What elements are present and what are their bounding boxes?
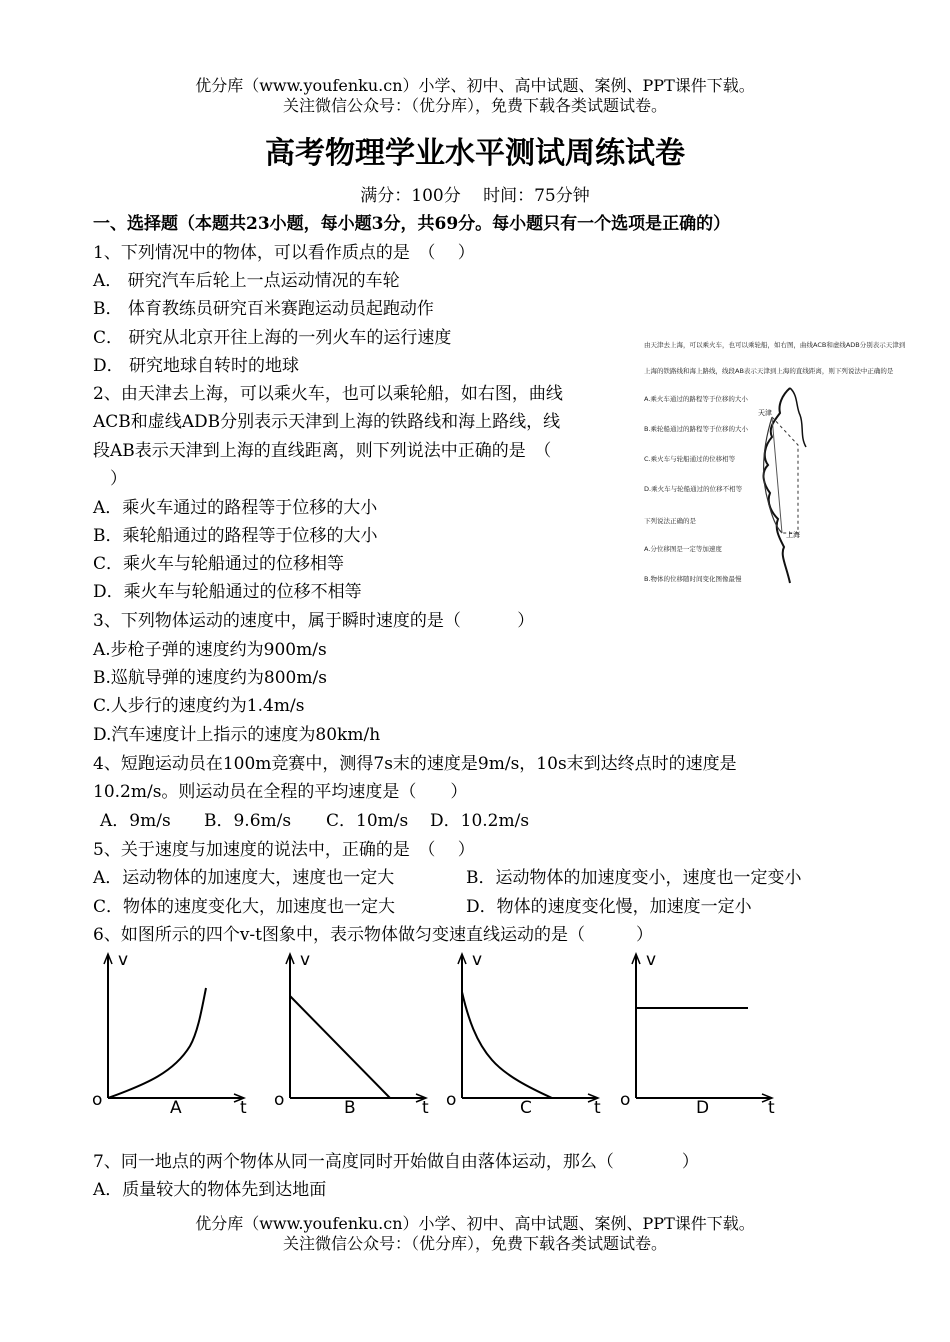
q1-option-d: D． 研究地球自转时的地球: [93, 356, 300, 376]
page-title: 高考物理学业水平测试周练试卷: [265, 136, 685, 171]
graph-d-t-label: t: [768, 1098, 775, 1118]
map-text-4: B.乘轮船通过的路程等于位移的大小: [644, 425, 749, 433]
footer-line-1: 优分库（www.youfenku.cn）小学、初中、高中试题、案例、PPT课件下载。: [195, 1214, 755, 1233]
q3-option-a: A.步枪子弹的速度约为900m/s: [93, 640, 327, 660]
graph-c-v-label: v: [472, 950, 483, 970]
q5-option-b: B．运动物体的加速度变小，速度也一定变小: [466, 868, 802, 888]
map-text-3: A.乘火车通过的路程等于位移的大小: [644, 395, 748, 403]
graph-c-curve: [462, 992, 552, 1098]
q5-stem: 5、关于速度与加速度的说法中，正确的是 （ ）: [93, 840, 475, 860]
q3-option-b: B.巡航导弹的速度约为800m/s: [93, 668, 327, 688]
vt-graph-c: [446, 948, 636, 1124]
q3-stem: 3、下列物体运动的速度中，属于瞬时速度的是（ ）: [93, 611, 535, 631]
header-line-2: 关注微信公众号：（优分库），免费下载各类试题试卷。: [282, 96, 667, 115]
graph-b-origin: o: [274, 1090, 285, 1110]
section-heading: 一、选择题（本题共23小题，每小题3分，共69分。每小题只有一个选项是正确的）: [93, 214, 731, 234]
graph-b-t-label: t: [422, 1098, 429, 1118]
exam-meta: 满分：100分 时间：75分钟: [360, 186, 590, 206]
graph-a-letter: A: [170, 1098, 182, 1118]
q2-stem-line-1: 2、由天津去上海，可以乘火车，也可以乘轮船，如右图，曲线: [93, 384, 563, 404]
graph-d-origin: o: [620, 1090, 631, 1110]
q2-stem-line-3: 段AB表示天津到上海的直线距离，则下列说法中正确的是 （: [93, 441, 552, 461]
q1-option-c: C． 研究从北京开往上海的一列火车的运行速度: [93, 328, 452, 348]
railway-acb: [764, 417, 782, 533]
q1-option-a: A． 研究汽车后轮上一点运动情况的车轮: [93, 271, 400, 291]
label-tianjin: 天津: [758, 409, 772, 417]
vt-graph-a: [92, 948, 285, 1124]
q7-option-a: A．质量较大的物体先到达地面: [93, 1180, 327, 1200]
vt-graph-b: [274, 948, 464, 1124]
q2-stem-line-4: ）: [93, 469, 127, 489]
q4-option-a: A．9m/s: [100, 811, 171, 831]
vt-graph-d: [620, 948, 810, 1124]
q4-option-c: C．10m/s: [326, 811, 409, 831]
map-text-2: 上海的铁路线和海上路线，线段AB表示天津到上海的直线距离，则下列说法中正确的是: [644, 367, 894, 375]
footer-line-2: 关注微信公众号：（优分库），免费下载各类试题试卷。: [282, 1234, 667, 1253]
segment-ab: [772, 417, 782, 533]
graph-c-origin: o: [446, 1090, 457, 1110]
q7-stem: 7、同一地点的两个物体从同一高度同时开始做自由落体运动，那么（ ）: [93, 1152, 699, 1172]
q3-option-c: C.人步行的速度约为1.4m/s: [93, 696, 305, 716]
graph-c-letter: C: [520, 1098, 532, 1118]
graph-a-origin: o: [92, 1090, 103, 1110]
q4-option-b: B．9.6m/s: [204, 811, 292, 831]
q2-map-figure: [640, 333, 906, 591]
q5-option-c: C．物体的速度变化大，加速度也一定大: [93, 897, 396, 917]
q6-stem: 6、如图所示的四个v-t图象中，表示物体做匀变速直线运动的是（ ）: [93, 925, 653, 945]
map-text-7: 下列说法正确的是: [644, 517, 696, 525]
header-line-1: 优分库（www.youfenku.cn）小学、初中、高中试题、案例、PPT课件下载。: [195, 76, 755, 95]
graph-b-line: [290, 996, 390, 1098]
q2-option-b: B．乘轮船通过的路程等于位移的大小: [93, 526, 378, 546]
q3-option-d: D.汽车速度计上指示的速度为80km/h: [93, 725, 381, 745]
graph-c-t-label: t: [594, 1098, 601, 1118]
q2-stem-line-2: ACB和虚线ADB分别表示天津到上海的铁路线和海上路线，线: [93, 412, 561, 432]
map-text-8: A.分位移图是一定等加速度: [644, 545, 722, 553]
q1-option-b: B． 体育教练员研究百米赛跑运动员起跑动作: [93, 299, 434, 319]
map-text-5: C.乘火车与轮船通过的位移相等: [644, 455, 736, 463]
graph-d-v-label: v: [646, 950, 657, 970]
q4-stem-line-2: 10.2m/s。则运动员在全程的平均速度是（ ）: [93, 782, 468, 802]
map-text-6: D.乘火车与轮船通过的位移不相等: [644, 485, 743, 493]
q4-stem-line-1: 4、短跑运动员在100m竞赛中，测得7s末的速度是9m/s，10s末到达终点时的速度是: [93, 754, 737, 774]
graph-a-t-label: t: [240, 1098, 247, 1118]
q2-option-d: D．乘火车与轮船通过的位移不相等: [93, 582, 362, 602]
q2-option-a: A．乘火车通过的路程等于位移的大小: [93, 498, 378, 518]
graph-b-letter: B: [344, 1098, 356, 1118]
graph-a-curve: [108, 988, 206, 1098]
q2-option-c: C．乘火车与轮船通过的位移相等: [93, 554, 345, 574]
q4-options: [100, 809, 529, 833]
q4-option-d: D．10.2m/s: [430, 811, 530, 831]
label-shanghai: 上海: [786, 531, 800, 539]
graph-a-v-label: v: [118, 950, 129, 970]
coastline: [764, 388, 790, 583]
q1-stem: 1、下列情况中的物体，可以看作质点的是 （ ）: [93, 243, 475, 263]
graph-d-letter: D: [696, 1098, 710, 1118]
graph-b-v-label: v: [300, 950, 311, 970]
q5-option-a: A．运动物体的加速度大，速度也一定大: [93, 868, 395, 888]
map-text-1: 由天津去上海，可以乘火车，也可以乘轮船，如右图，曲线ACB和虚线ADB分别表示天津到: [644, 341, 906, 349]
q5-option-d: D．物体的速度变化慢，加速度一定小: [466, 897, 752, 917]
map-text-9: B.物体的位移随时间变化图像最慢: [644, 575, 742, 583]
